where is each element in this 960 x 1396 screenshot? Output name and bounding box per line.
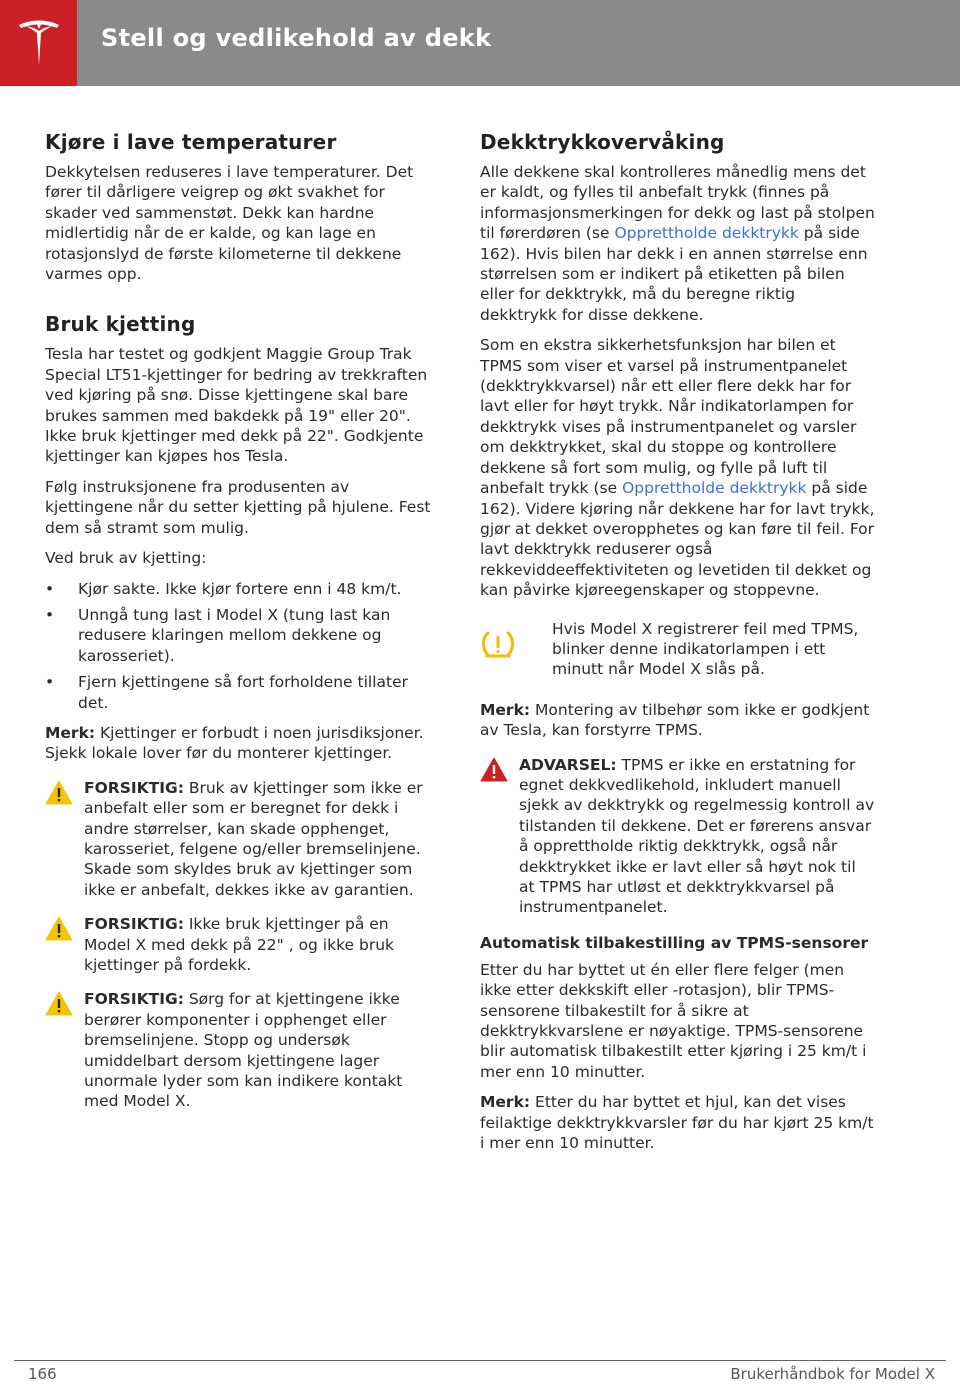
- heading-cold-temperatures: Kjøre i lave temperaturer: [45, 130, 337, 154]
- caution-icon: [45, 780, 73, 805]
- paragraph-tpms-reset: Etter du har byttet ut én eller flere felger (men ikke etter dekkskift eller -rotasjon), blir TPMS-sensorene tilbakestilt for å sikre at dekktrykkvarslene er nøyaktige. TPMS-sensorene blir automatisk tilbakestilt etter kjøring i 25 km/t i mer enn 10 minutter.: [480, 960, 867, 1081]
- heading-chains: Bruk kjetting: [45, 312, 196, 337]
- list-item: • Fjern kjettingene så fort forholdene tillater det.: [45, 673, 408, 712]
- manual-title: Brukerhåndbok for Model X: [730, 1365, 935, 1383]
- caution-label: FORSIKTIG:: [84, 778, 184, 797]
- left-column: [45, 130, 437, 1126]
- caution-block: FORSIKTIG: Ikke bruk kjettinger på en Model X med dekk på 22" , og ikke bruk kjettinger på fordekk.: [45, 914, 437, 975]
- footer-divider: [14, 1360, 946, 1361]
- paragraph-tpms-1: Alle dekkene skal kontrolleres månedlig mens det er kaldt, og fylles til anbefalt trykk (finnes på informasjonsmerkingen for dekk og last på stolpen til førerdøren (se Opprettholde dekktrykk på side 162). Hvis bilen har dekk i en annen størrelse enn størrelsen som er indikert på etiketten på bilen eller for dekktrykk, må du beregne riktig dekktrykk for disse dekkene.: [480, 163, 875, 324]
- tesla-logo: [0, 0, 77, 86]
- note-wheel-change: Merk: Etter du har byttet et hjul, kan det vises feilaktige dekktrykkvarsler før du har kjørt 25 km/t i mer enn 10 minutter.: [480, 1093, 874, 1153]
- paragraph-tpms-2: Som en ekstra sikkerhetsfunksjon har bilen et TPMS som viser et varsel på instrumentpanelet (dekktrykkvarsel) når ett eller flere dekk har for lavt eller for høyt trykk. Når indikatorlampen for dekktrykk vises på instrumentpanelet og varsler om dekktrykket, skal du stoppe og kontrollere dekkene så fort som mulig, og fylle på luft til anbefalt trykk (se Opprettholde dekktrykk på side 162). Videre kjøring når dekkene har for lavt trykk, gjør at dekket overopphetes og kan føre til feil. For lavt dekktrykk reduserer også rekkeviddeeffektiviteten og levetiden til dekket og kan påvirke kjøreegenskaper og stoppevne.: [480, 336, 875, 600]
- note-label: Merk:: [480, 700, 531, 719]
- heading-tpms: Dekktrykkovervåking: [480, 130, 725, 154]
- warning-icon: [480, 757, 508, 782]
- warning-label: ADVARSEL:: [519, 755, 617, 774]
- caution-label: FORSIKTIG:: [84, 915, 184, 934]
- paragraph-cold: Dekkytelsen reduseres i lave temperaturer. Det fører til dårligere veigrep og økt svakhet for skader ved sammenstøt. Dekk kan hardne midlertidig når de er kalde, og kan lage en rotasjonslyd de første kilometerne til dekkene varmes opp.: [45, 163, 414, 284]
- note-label: Merk:: [45, 723, 96, 742]
- tpms-indicator-text: Hvis Model X registrerer feil med TPMS, blinker denne indikatorlampen i ett minutt når Model X slås på.: [552, 619, 859, 679]
- paragraph-chains-3: Ved bruk av kjetting:: [45, 549, 207, 568]
- bullet-glyph: •: [45, 605, 55, 624]
- caution-label: FORSIKTIG:: [84, 990, 184, 1009]
- caution-icon: [45, 916, 73, 941]
- link-maintain-tire-pressure[interactable]: Opprettholde dekktrykk: [614, 224, 799, 243]
- note-chains: Merk: Kjettinger er forbudt i noen jurisdiksjoner. Sjekk lokale lover før du monterer kjettinger.: [45, 723, 424, 763]
- caution-block: FORSIKTIG: Sørg for at kjettingene ikke berører komponenter i opphenget eller bremselinjene. Stopp og undersøk umiddelbart dersom kjettingene lager unormale lyder som kan indikere kontakt med Model X.: [45, 989, 437, 1111]
- caution-icon: [45, 991, 73, 1016]
- chain-usage-list: [45, 579, 437, 713]
- list-item: • Unngå tung last i Model X (tung last kan redusere klaringen mellom dekkene og karosseriet).: [45, 605, 391, 665]
- tesla-logo-icon: [17, 19, 61, 67]
- page-header: [0, 0, 960, 86]
- caution-block: FORSIKTIG: Bruk av kjettinger som ikke er anbefalt eller som er beregnet for dekk i andre størrelser, kan skade opphenget, karosseriet, felgene og/eller bremselinjene. Skade som skyldes bruk av kjettinger som ikke er anbefalt, dekkes ikke av garantien.: [45, 778, 437, 900]
- list-item: • Kjør sakte. Ikke kjør fortere enn i 48 km/t.: [45, 579, 402, 598]
- note-label: Merk:: [480, 1093, 531, 1112]
- page-title: Stell og vedlikehold av dekk: [101, 24, 492, 52]
- tpms-warning-icon: [480, 629, 516, 659]
- paragraph-chains-2: Følg instruksjonene fra produsenten av kjettingene når du setter kjetting på hjulene. Fest dem så stramt som mulig.: [45, 477, 431, 537]
- link-maintain-tire-pressure[interactable]: Opprettholde dekktrykk: [622, 479, 807, 498]
- bullet-glyph: •: [45, 579, 55, 598]
- paragraph-chains-1: Tesla har testet og godkjent Maggie Group Trak Special LT51-kjettinger for bedring av trekkraften ved kjøring på snø. Disse kjettingene skal bare brukes sammen med bakdekk på 19" eller 20". Ikke bruk kjettinger med dekk på 22". Godkjente kjettinger kan kjøpes hos Tesla.: [45, 345, 428, 466]
- right-column: [480, 130, 875, 1163]
- warning-block: ADVARSEL: TPMS er ikke en erstatning for egnet dekkvedlikehold, inkludert manuell sjekk av dekktrykk og regelmessig kontroll av tilstanden til dekkene. Det er førerens ansvar å opprettholde riktig dekktrykk, også når dekktrykket ikke er lavt eller så høyt nok til at TPMS har utløst et dekktrykkvarsel på instrumentpanelet.: [480, 755, 875, 918]
- heading-tpms-reset: Automatisk tilbakestilling av TPMS-sensorer: [480, 933, 869, 952]
- note-accessories: Merk: Montering av tilbehør som ikke er godkjent av Tesla, kan forstyrre TPMS.: [480, 700, 870, 740]
- bullet-glyph: •: [45, 673, 55, 692]
- page-number: 166: [28, 1365, 57, 1383]
- tpms-indicator-block: [480, 619, 875, 680]
